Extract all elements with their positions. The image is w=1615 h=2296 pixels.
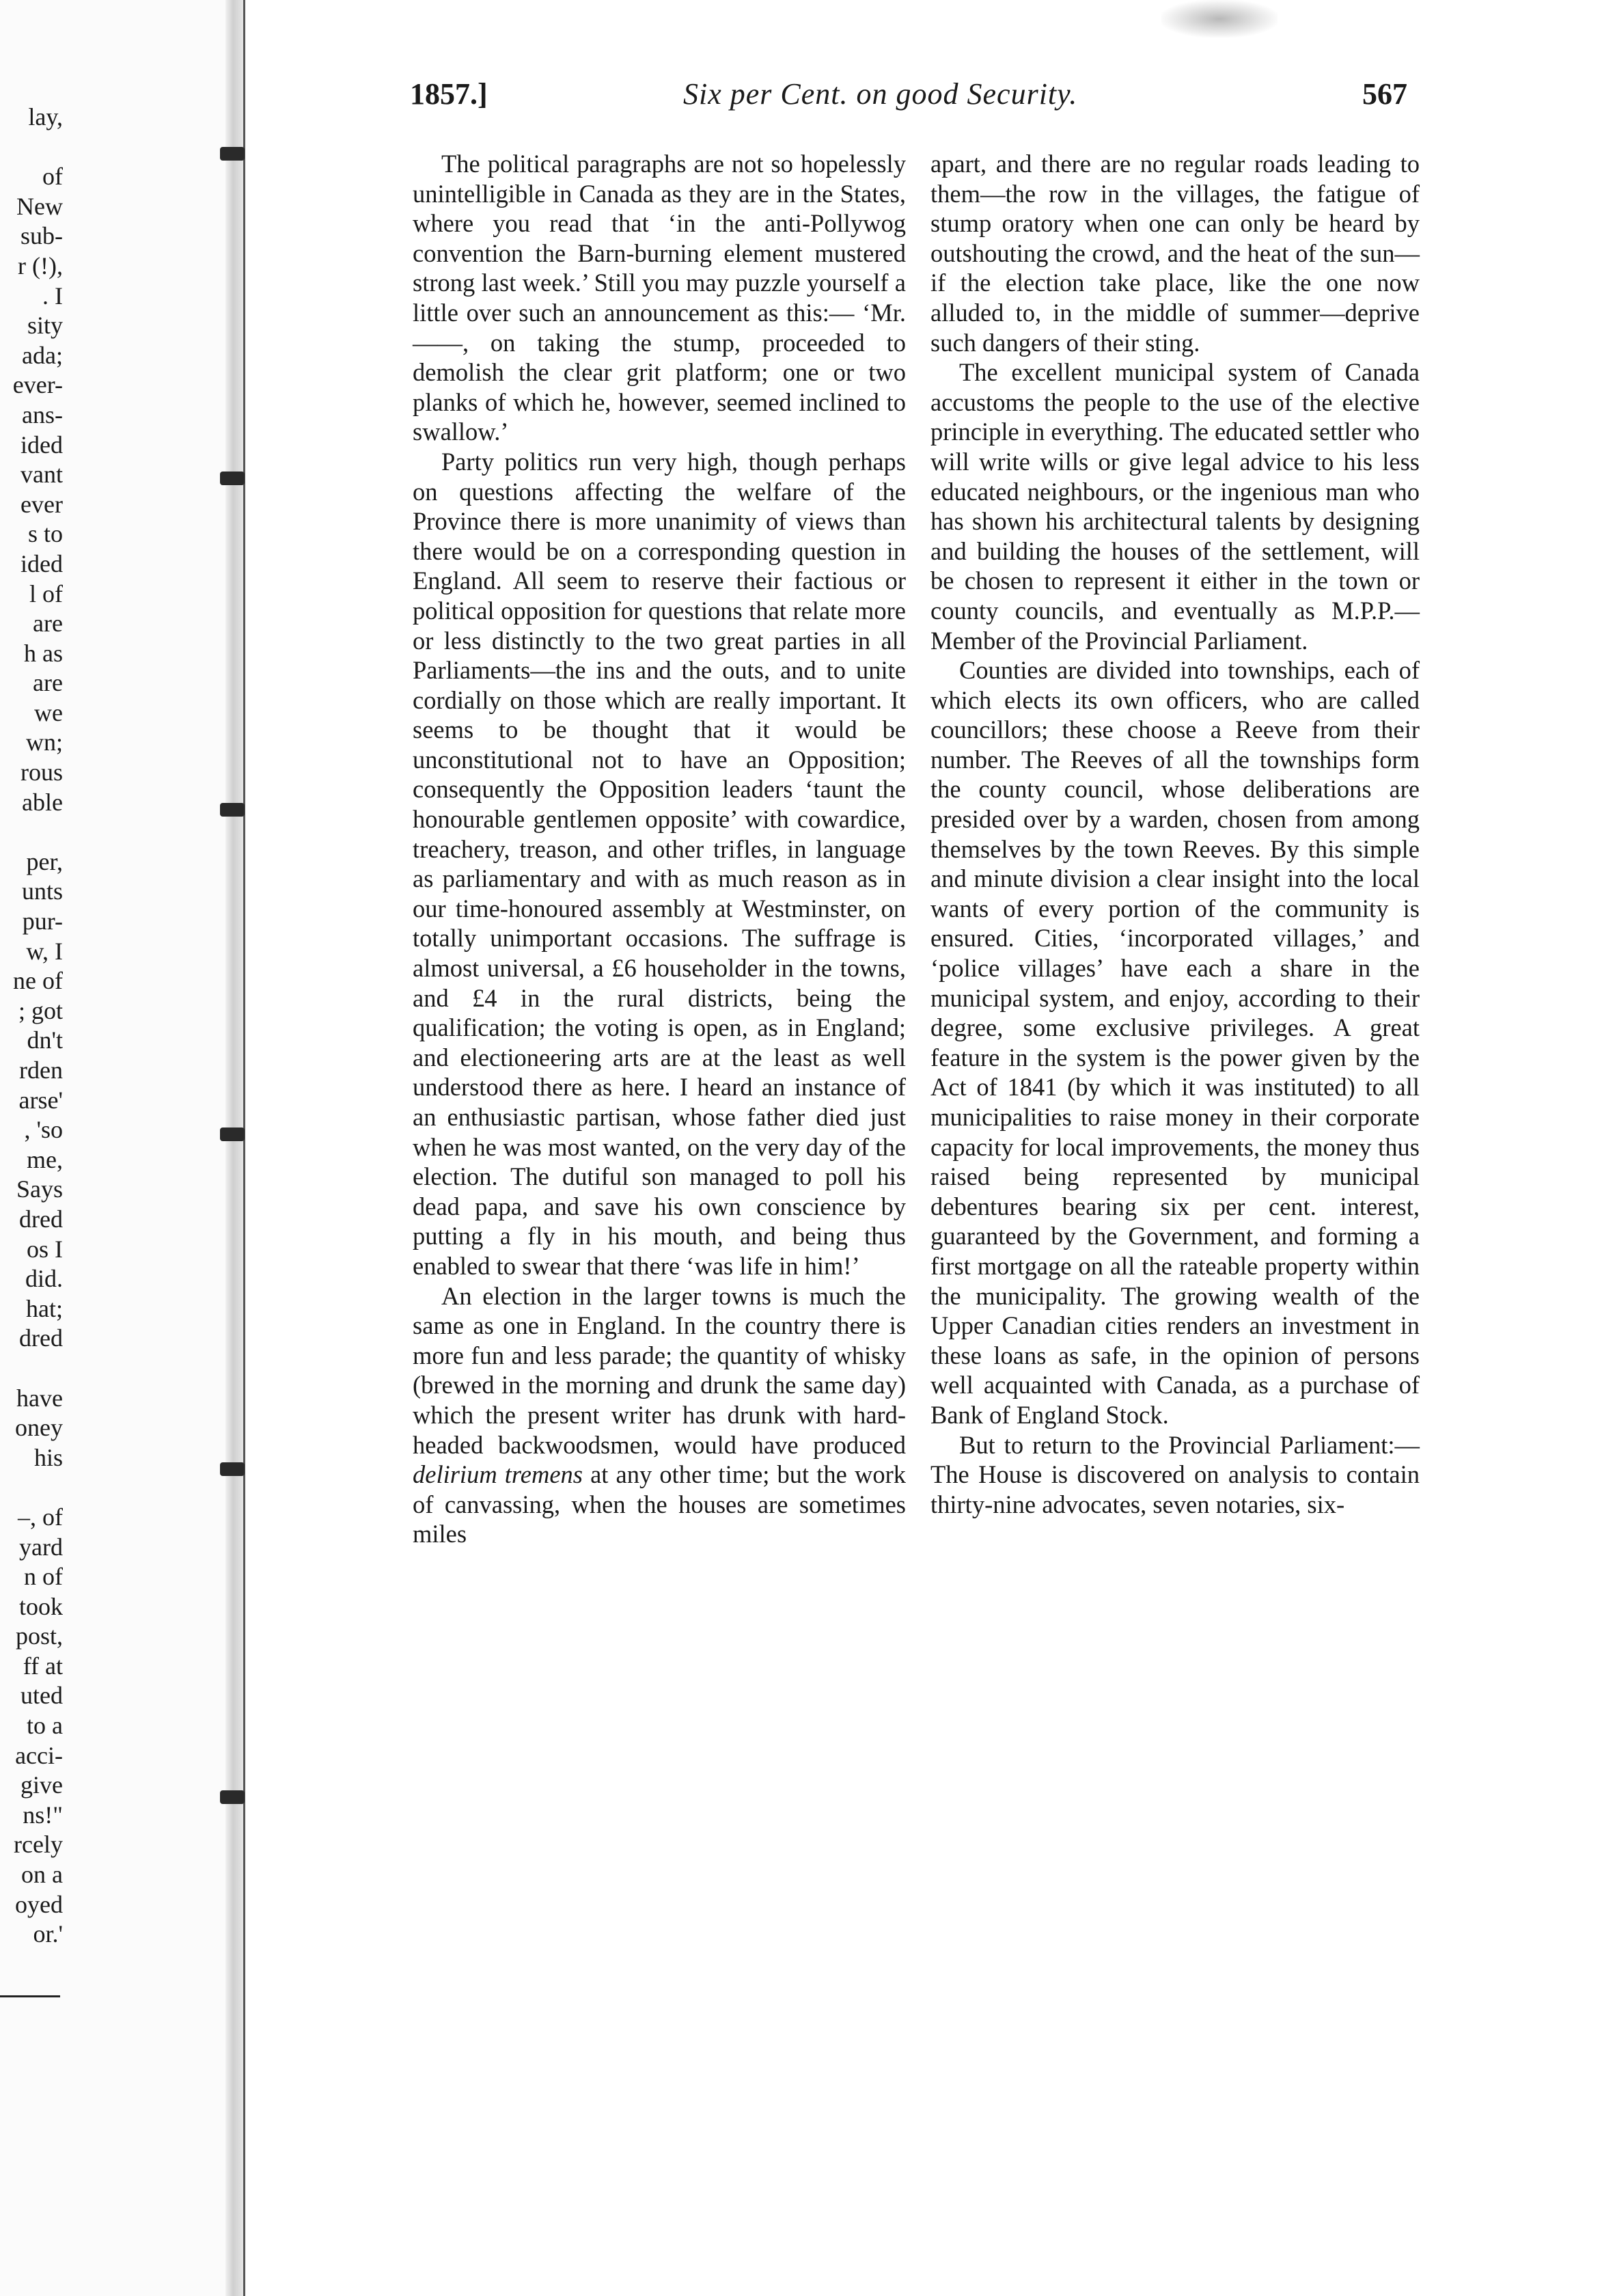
facing-page-fragment: ne of: [13, 967, 63, 995]
page-edge-line: [243, 0, 245, 2296]
facing-page-fragment: s to: [27, 520, 63, 548]
facing-page-fragment: vant: [20, 461, 63, 489]
binding-stitch: [220, 472, 245, 485]
facing-page-fragment: ff at: [23, 1652, 63, 1680]
facing-page-fragment: hat;: [26, 1294, 63, 1322]
paragraph: Party politics run very high, though perhaps on questions affecting the welfare of the Province there is more unanimity of views than there would be on a corresponding question in England. All seem to reserve their factious or political opposition for questions that relate more or less distinctly to the two great parties in all Parliaments—the ins and the outs, and to unite cordially on those which are really important. It seems to be thought that it would be unconstitutional not to have an Opposition; consequently the Opposition leaders ‘taunt the honourable gentlemen opposite’ with cowardice, treachery, treason, and other trifles, in language as parliamentary and with as much reason as in our time-honoured assembly at Westminster, on totally unimportant occasions. The suffrage is almost universal, a £6 householder in the towns, and £4 in the rural districts, being the qualification; the voting is open, as in England; and electioneering arts are at the least as well understood there as here. I heard an instance of an enthusiastic partisan, whose father died just when he was most wanted, on the very day of the election. The dutiful son managed to poll his dead papa, and save his own conscience by putting a fly in his mouth, and being thus enabled to swear that there ‘was life in him!’: [413, 447, 906, 1280]
facing-page-text-fragments: [0, 102, 63, 1950]
page-number: 567: [1362, 77, 1407, 111]
facing-page-fragment: New: [16, 192, 63, 220]
italic-phrase: delirium tremens: [413, 1460, 583, 1489]
facing-page-fragment: me,: [27, 1145, 63, 1173]
facing-page-fragment: or.': [33, 1920, 63, 1948]
facing-page-fragment: [0, 1473, 63, 1503]
facing-page-fragment: we: [34, 698, 63, 726]
torn-corner: [1161, 0, 1278, 38]
facing-page-fragment: ns!": [23, 1801, 63, 1829]
paragraph: The political paragraphs are not so hopelessly unintelligible in Canada as they are in the States, where you read that ‘in the anti-Pollywog convention the Barn-burning element mustered strong last week.’ Still you may puzzle yourself a little over such an announcement as this:— ‘Mr. ——, on taking the stump, proceeded to demolish the clear grit platform; one or two planks of which he, however, seemed inclined to swallow.’: [413, 150, 906, 446]
facing-page-fragment: did.: [25, 1265, 63, 1293]
facing-page-fragment: [0, 1354, 63, 1384]
facing-page-edge: [0, 0, 240, 2296]
facing-page-fragment: ada;: [22, 341, 63, 369]
facing-page-fragment: r (!),: [18, 251, 63, 279]
facing-page-rule: [0, 1995, 60, 1997]
facing-page-fragment: rous: [20, 758, 63, 787]
facing-page-fragment: l of: [29, 579, 63, 607]
facing-page-fragment: are: [33, 669, 63, 697]
running-header: [410, 77, 1407, 118]
text-column-left: [413, 149, 906, 1549]
facing-page-fragment: [0, 817, 63, 847]
facing-page-fragment: able: [22, 788, 63, 816]
binding-stitch: [220, 1790, 245, 1804]
paragraph-text: at any other time; but the work of canvassing, when the houses are sometimes miles: [413, 1460, 906, 1548]
facing-page-fragment: rcely: [14, 1831, 63, 1859]
facing-page-fragment: ided: [20, 430, 63, 459]
facing-page-fragment: on a: [21, 1861, 63, 1889]
facing-page-fragment: unts: [21, 877, 63, 905]
facing-page-fragment: rden: [19, 1056, 63, 1084]
header-year: 1857.]: [410, 77, 488, 111]
facing-page-fragment: ; got: [18, 996, 63, 1024]
binding-gutter: [225, 0, 245, 2296]
facing-page-fragment: sub-: [20, 222, 63, 250]
facing-page-fragment: acci-: [15, 1741, 63, 1769]
facing-page-fragment: pur-: [22, 907, 63, 935]
running-title: Six per Cent. on good Security.: [683, 77, 1078, 111]
paragraph: [413, 1281, 906, 1549]
facing-page-fragment: Says: [16, 1175, 63, 1203]
binding-stitch: [220, 1128, 245, 1141]
facing-page-fragment: dn't: [27, 1026, 63, 1054]
facing-page-fragment: uted: [20, 1682, 63, 1710]
paragraph: Counties are divided into townships, each of which elects its own officers, who are called councillors; these choose a Reeve from their number. The Reeves of all the townships form the county council, whose deliberations are presided over by a warden, chosen from among themselves by the town Reeves. By this simple and minute division a clear insight into the local wants of every portion of the community is ensured. Cities, ‘incorporated villages,’ and ‘police villages’ have each a share in the municipal system, and enjoy, according to their degree, some exclusive privileges. A great feature in the system is the power given by the Act of 1841 (by which it was instituted) to all municipalities to raise money in their corporate capacity for local improvements, the money thus raised being represented by municipal debentures bearing six per cent. interest, guaranteed by the Government, and forming a first mortgage on all the rateable property within the municipality. The growing wealth of the Upper Canadian cities renders an investment in these loans as safe, in the opinion of persons well acquainted with Canada, as a purchase of Bank of England Stock.: [930, 656, 1420, 1429]
facing-page-fragment: ans-: [22, 400, 63, 428]
facing-page-fragment: yard: [19, 1533, 63, 1561]
facing-page-fragment: ever-: [12, 371, 63, 399]
binding-stitch: [220, 1462, 245, 1476]
facing-page-fragment: took: [18, 1592, 63, 1620]
facing-page-fragment: are: [33, 610, 63, 638]
facing-page-fragment: post,: [15, 1622, 63, 1650]
facing-page-fragment: his: [33, 1443, 63, 1471]
facing-page-fragment: [0, 133, 63, 163]
facing-page-fragment: to a: [27, 1712, 63, 1740]
facing-page-fragment: ided: [20, 549, 63, 577]
text-column-right: [930, 149, 1420, 1519]
facing-page-fragment: arse': [18, 1086, 63, 1114]
binding-stitch: [220, 147, 245, 161]
facing-page-fragment: have: [16, 1384, 63, 1412]
facing-page-fragment: w, I: [26, 937, 63, 965]
facing-page-fragment: per,: [26, 847, 63, 875]
facing-page-fragment: dred: [19, 1205, 63, 1233]
facing-page-fragment: –, of: [18, 1503, 63, 1531]
facing-page-fragment: sity: [27, 312, 63, 340]
paragraph: But to return to the Provincial Parliament:—The House is discovered on analysis to contain thirty-nine advocates, seven notaries, six-: [930, 1430, 1420, 1518]
facing-page-fragment: ever: [20, 490, 63, 518]
facing-page-fragment: wn;: [26, 728, 63, 756]
facing-page-fragment: oney: [15, 1414, 63, 1442]
facing-page-fragment: dred: [19, 1324, 63, 1352]
binding-stitch: [220, 803, 245, 817]
facing-page-fragment: oyed: [15, 1890, 63, 1918]
facing-page-fragment: n of: [24, 1563, 63, 1591]
facing-page-fragment: , 'so: [24, 1116, 63, 1144]
facing-page-fragment: h as: [24, 639, 63, 667]
paragraph-continued: apart, and there are no regular roads leading to them—the row in the villages, the fatigue of stump oratory when one can only be heard by outshouting the crowd, and the heat of the sun—if the election take place, like the one now alluded to, in the middle of summer—deprive such dangers of their sting.: [930, 150, 1420, 357]
facing-page-fragment: . I: [42, 282, 63, 310]
facing-page-fragment: os I: [27, 1235, 63, 1263]
facing-page-fragment: give: [20, 1771, 63, 1799]
facing-page-fragment: of: [42, 163, 63, 191]
paragraph-text: An election in the larger towns is much the same as one in England. In the country there is more fun and less parade; the quantity of whisky (brewed in the morning and drunk the same day) which the present writer has drunk with hard-headed backwoodsmen, would have produced: [413, 1281, 906, 1459]
facing-page-fragment: lay,: [28, 103, 63, 131]
paragraph: The excellent municipal system of Canada accustoms the people to the use of the elective principle in everything. The educated settler who will write wills or give legal advice to his less educated neighbours, or the ingenious man who has shown his architectural talents by designing and building the houses of the settlement, will be chosen to represent it either in the town or county councils, and eventually as M.P.P.—Member of the Provincial Parliament.: [930, 358, 1420, 655]
